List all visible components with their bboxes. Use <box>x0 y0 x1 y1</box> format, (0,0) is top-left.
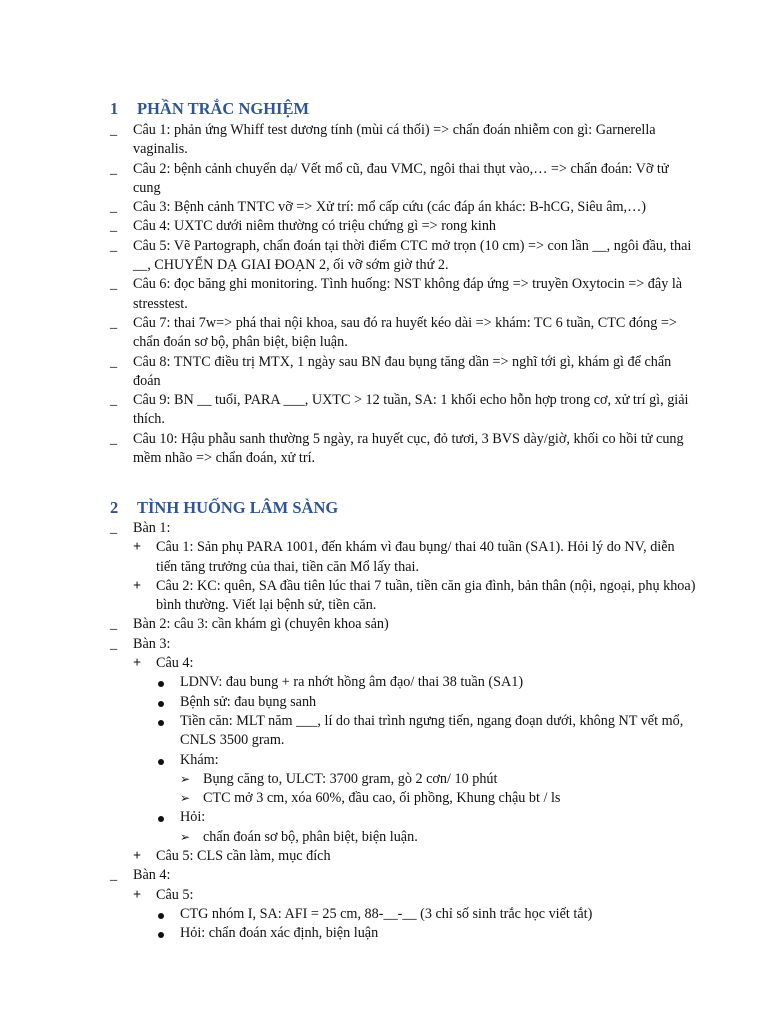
item-text: Câu 5: CLS cần làm, mục đích <box>156 848 331 865</box>
item-text: Câu 9: BN __ tuổi, PARA ___, UXTC > 12 tuần, SA: 1 khối echo hỗn hợp trong cơ, xử trí gì, giải thích. <box>133 392 689 428</box>
section-title: PHẦN TRẮC NGHIỆM <box>137 99 310 118</box>
mcq-list <box>0 121 768 468</box>
item-text: chẩn đoán sơ bộ, phân biệt, biện luận. <box>203 828 418 845</box>
item-text: Câu 6: đọc băng ghi monitoring. Tình huống: NST không đáp ứng => truyền Oxytocin => đây là stresstest. <box>133 276 683 312</box>
section-number: 2 <box>110 498 119 517</box>
dash-marker: _ <box>110 430 118 447</box>
ban-3-kham-1 <box>0 770 768 789</box>
item-text: Câu 8: TNTC điều trị MTX, 1 ngày sau BN đau bụng tăng dần => nghĩ tới gì, khám gì để chẩn đoán <box>133 353 672 389</box>
list-item <box>0 430 768 469</box>
ban-1-question-1 <box>0 538 768 577</box>
plus-marker: + <box>133 577 142 594</box>
item-text: LDNV: đau bung + ra nhớt hồng âm đạo/ thai 38 tuần (SA1) <box>180 674 524 691</box>
plus-marker: + <box>133 886 142 903</box>
case-list <box>0 519 768 944</box>
list-item <box>0 353 768 392</box>
item-text: Bàn 3: <box>133 635 171 652</box>
bullet-icon <box>158 913 164 919</box>
item-text: Bàn 4: <box>133 867 171 884</box>
item-text: Bụng căng to, ULCT: 3700 gram, gò 2 cơn/ 10 phút <box>203 770 498 787</box>
item-text: Bàn 2: câu 3: cần khám gì (chuyên khoa sản) <box>133 616 389 633</box>
dash-marker: _ <box>110 160 118 177</box>
bullet-icon <box>158 932 164 938</box>
list-item <box>0 160 768 199</box>
ban-3-ldnv <box>0 673 768 692</box>
item-text: Câu 2: KC: quên, SA đầu tiên lúc thai 7 tuần, tiền căn gia đình, bản thân (nội, ngoại, phụ khoa) bình thường. Viết lại bệnh sử, tiền căn. <box>156 577 696 614</box>
ban-4-ctg <box>0 905 768 924</box>
ban-4-hoi <box>0 924 768 943</box>
ban-4-question-5 <box>0 886 768 905</box>
ban-3-kham-2 <box>0 789 768 808</box>
dash-marker: _ <box>110 635 118 652</box>
dash-marker: _ <box>110 122 118 138</box>
dash-marker: _ <box>110 616 118 633</box>
item-text: Hỏi: chẩn đoán xác định, biện luận <box>180 925 379 942</box>
item-text: CTC mở 3 cm, xóa 60%, đầu cao, ối phồng, Khung chậu bt / ls <box>203 790 561 807</box>
plus-marker: + <box>133 655 142 672</box>
plus-marker: + <box>133 848 142 865</box>
arrow-icon: ➢ <box>180 791 191 806</box>
bullet-icon <box>158 720 164 726</box>
ban-3 <box>0 635 768 654</box>
list-item <box>0 198 768 217</box>
bullet-icon <box>158 759 164 765</box>
dash-marker: _ <box>110 520 118 536</box>
arrow-icon: ➢ <box>180 829 191 844</box>
list-item <box>0 314 768 353</box>
dash-marker: _ <box>110 237 118 254</box>
dash-marker: _ <box>110 392 118 409</box>
ban-3-hoi-1 <box>0 828 768 847</box>
list-item <box>0 391 768 430</box>
section-number: 1 <box>110 99 119 118</box>
bullet-icon <box>158 681 164 687</box>
item-text: Câu 2: bệnh cảnh chuyển dạ/ Vết mổ cũ, đau VMC, ngôi thai thụt vào,… => chẩn đoán: Vỡ tử cung <box>133 160 669 196</box>
ban-3-question-5 <box>0 847 768 866</box>
list-item <box>0 275 768 314</box>
list-item <box>0 121 768 160</box>
item-text: Tiền căn: MLT năm ___, lí do thai trình ngưng tiến, ngang đoạn dưới, không NT vết mổ, CNLS 3500 gram. <box>180 712 684 749</box>
item-text: Câu 10: Hậu phẫu sanh thường 5 ngày, ra huyết cục, đỏ tươi, 3 BVS dày/giờ, khối co hồi tử cung mềm nhão => chẩn đoán, xử trí. <box>133 430 684 467</box>
item-text: Câu 1: phản ứng Whiff test dương tính (mùi cá thối) => chẩn đoán nhiễm con gì: Garnerella vaginalis. <box>133 122 656 158</box>
item-text: Khám: <box>180 751 219 768</box>
section-1-heading <box>110 99 309 119</box>
ban-3-kham <box>0 751 768 770</box>
dash-marker: _ <box>110 199 118 216</box>
ban-2 <box>0 615 768 634</box>
list-item <box>0 237 768 276</box>
item-text: CTG nhóm I, SA: AFI = 25 cm, 88-__-__ (3 chỉ số sinh trắc học viết tắt) <box>180 905 593 922</box>
ban-1 <box>0 519 768 538</box>
item-text: Câu 4: <box>156 655 194 672</box>
ban-4 <box>0 866 768 885</box>
list-item <box>0 217 768 236</box>
item-text: Bệnh sử: đau bụng sanh <box>180 693 317 710</box>
bullet-icon <box>158 701 164 707</box>
item-text: Câu 5: <box>156 886 194 903</box>
ban-3-question-4 <box>0 654 768 673</box>
item-text: Câu 1: Sản phụ PARA 1001, đến khám vì đau bụng/ thai 40 tuần (SA1). Hỏi lý do NV, diễn tiến tăng trưởng của thai, tiền căn Mổ lấy thai. <box>156 539 675 575</box>
item-text: Câu 5: Vẽ Partograph, chẩn đoán tại thời điểm CTC mở trọn (10 cm) => con lần __, ngôi đầu, thai __, CHUYỂN DẠ GIAI ĐOẠN 2, ối vỡ sớm giờ thứ 2. <box>133 237 692 274</box>
section-title: TÌNH HUỐNG LÂM SÀNG <box>137 498 339 517</box>
dash-marker: _ <box>110 276 118 293</box>
dash-marker: _ <box>110 353 118 370</box>
section-2-heading <box>110 498 338 518</box>
dash-marker: _ <box>110 314 118 331</box>
dash-marker: _ <box>110 218 118 235</box>
item-text: Bàn 1: <box>133 520 171 536</box>
ban-3-tien-can <box>0 712 768 751</box>
ban-3-hoi <box>0 808 768 827</box>
dash-marker: _ <box>110 867 118 884</box>
ban-1-question-2 <box>0 577 768 616</box>
item-text: Câu 3: Bệnh cảnh TNTC vỡ => Xử trí: mổ cấp cứu (các đáp án khác: B-hCG, Siêu âm,…) <box>133 199 646 216</box>
ban-3-benh-su <box>0 693 768 712</box>
item-text: Câu 4: UXTC dưới niêm thường có triệu chứng gì => rong kinh <box>133 218 497 235</box>
item-text: Hỏi: <box>180 809 206 826</box>
arrow-icon: ➢ <box>180 771 191 786</box>
item-text: Câu 7: thai 7w=> phá thai nội khoa, sau đó ra huyết kéo dài => khám: TC 6 tuần, CTC đóng => chẩn đoán sơ bộ, phân biệt, biện luận. <box>133 314 677 351</box>
bullet-icon <box>158 816 164 822</box>
plus-marker: + <box>133 539 142 556</box>
